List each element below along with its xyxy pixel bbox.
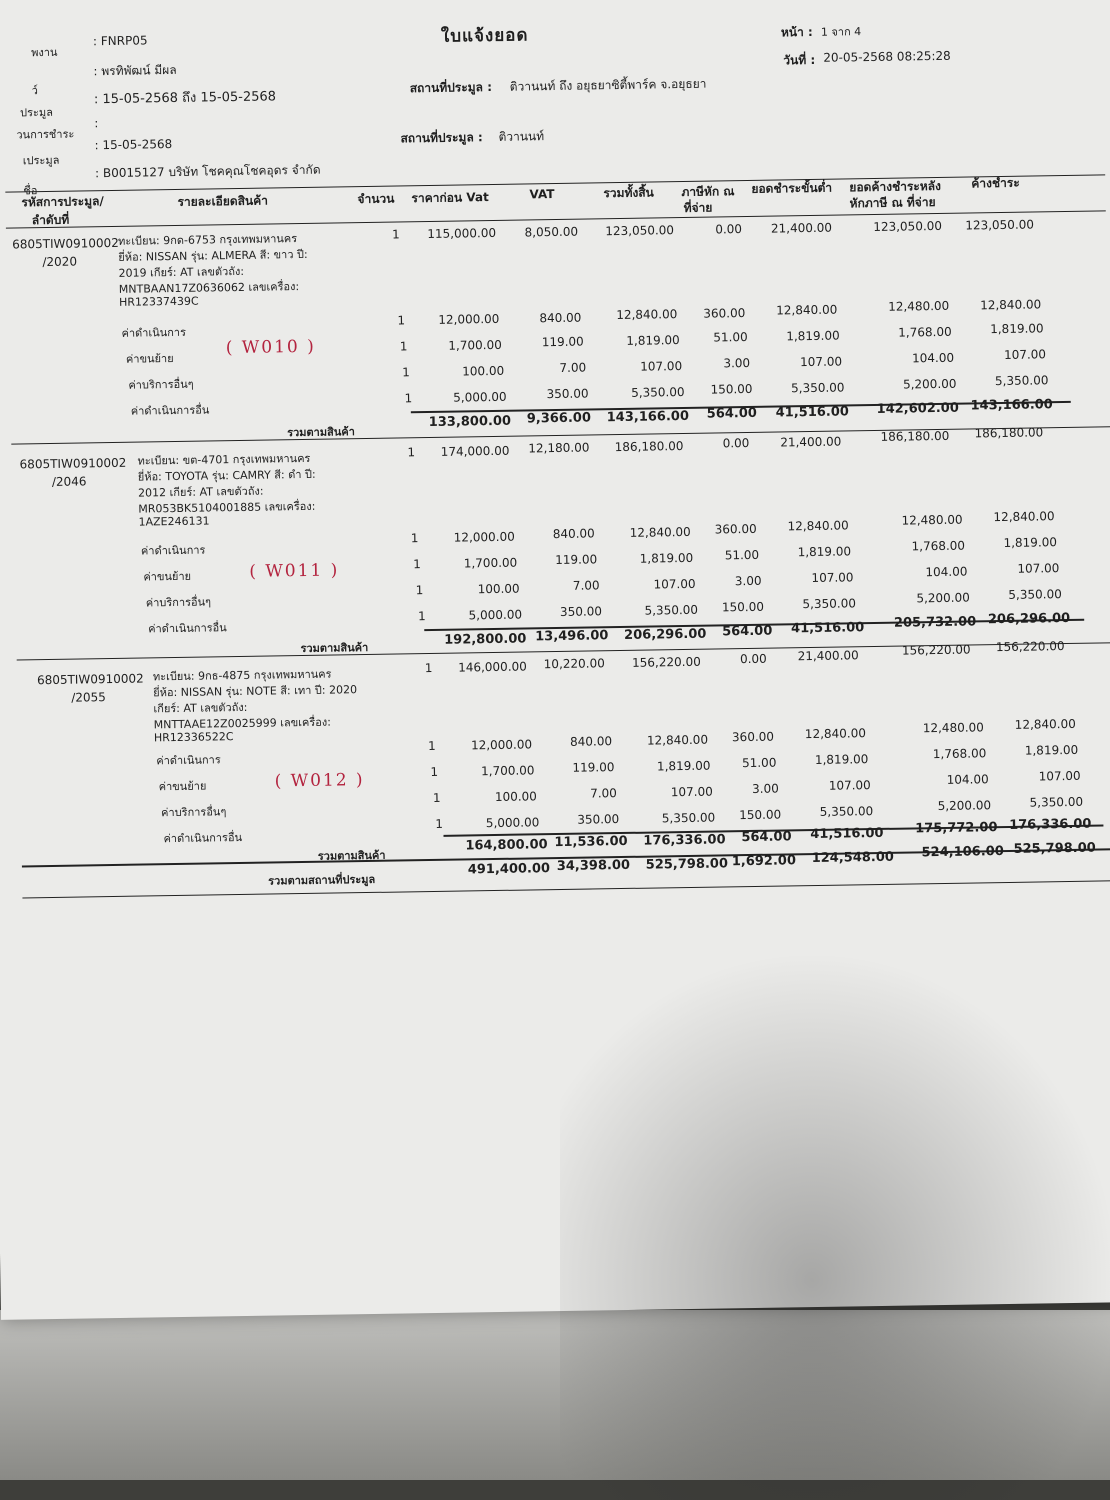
balance: 175,772.00	[915, 820, 998, 837]
side-label: วนการชำระ	[16, 127, 75, 142]
balance: 5,200.00	[916, 590, 970, 606]
min-pay: 5,350.00	[802, 596, 857, 612]
date-range: : 15-05-2568 ถึง 15-05-2568	[93, 89, 277, 108]
qty: 1	[404, 391, 413, 406]
vat: 7.00	[572, 578, 600, 593]
min-pay: 21,400.00	[770, 220, 833, 236]
col-outstanding: ค้างชำระ	[971, 175, 1020, 191]
fee-label: ค่าขนย้าย	[125, 352, 174, 366]
vat: 350.00	[546, 386, 589, 402]
item-desc-line: HR12336522C	[153, 730, 234, 745]
print-date: 20-05-2568 08:25:28	[823, 48, 951, 65]
item-desc-line: MNTBAAN17Z0636062 เลขเครื่อง:	[118, 280, 300, 296]
min-pay: 1,819.00	[814, 752, 869, 767]
col-wht: ภาษีหัก ณ	[681, 184, 735, 200]
col-total: รวมทั้งสิ้น	[603, 185, 654, 201]
total: 5,350.00	[644, 602, 699, 618]
page-number: 1 จาก 4	[820, 25, 862, 39]
pre-vat: 100.00	[494, 789, 538, 805]
item-seq: /2020	[42, 254, 78, 270]
min-pay: 107.00	[811, 570, 854, 586]
min-pay: 12,840.00	[804, 726, 867, 742]
pre-vat: 491,400.00	[467, 861, 551, 878]
fee-label: ค่าดำเนินการอื่น	[163, 830, 243, 846]
fee-label: ค่าดำเนินการ	[121, 325, 187, 340]
vat: 840.00	[539, 310, 582, 326]
wht: 51.00	[713, 329, 748, 345]
wht: 564.00	[706, 405, 758, 422]
total: 156,220.00	[631, 654, 701, 670]
fee-label: ค่าบริการอื่นๆ	[128, 377, 194, 392]
item-desc-line: MNTTAAE12Z0025999 เลขเครื่อง:	[153, 715, 331, 732]
side-label: ประมูล	[19, 105, 53, 120]
pre-vat: 5,000.00	[453, 389, 507, 405]
subtotal-label: รวมตามสินค้า	[287, 425, 355, 440]
qty: 1	[410, 531, 419, 546]
side-label: ว์	[31, 84, 39, 98]
balance: 12,480.00	[922, 720, 984, 736]
date-label: วันที่ :	[783, 52, 816, 68]
col-vat: VAT	[529, 187, 555, 202]
item-seq: /2055	[71, 690, 106, 705]
qty: 1	[415, 583, 424, 598]
min-pay: 124,548.00	[811, 849, 895, 867]
paper-lower-area	[0, 1310, 1110, 1480]
wht: 3.00	[723, 355, 751, 371]
side-label: พงาน	[31, 45, 58, 60]
outstanding: 5,350.00	[994, 373, 1049, 389]
item-desc-line: ยี่ห้อ: TOYOTA รุ่น: CAMRY สี: ดำ ปี:	[137, 467, 316, 484]
balance: 142,602.00	[876, 400, 959, 417]
total: 12,840.00	[646, 732, 709, 748]
wht: 360.00	[703, 306, 746, 321]
col-code: รหัสการประมูล/	[21, 194, 104, 210]
min-pay: 21,400.00	[780, 434, 842, 450]
total: 12,840.00	[616, 307, 678, 323]
payment-method: :	[94, 116, 99, 131]
item-desc-line: ทะเบียน: ขต-4701 กรุงเทพมหานคร	[137, 451, 311, 468]
outstanding: 525,798.00	[1013, 840, 1096, 857]
balance: 5,200.00	[937, 798, 992, 814]
balance: 1,768.00	[932, 746, 987, 762]
vat: 10,220.00	[543, 656, 605, 672]
col-wht-2: ที่จ่าย	[683, 200, 713, 215]
wht: 3.00	[734, 573, 762, 589]
min-pay: 21,400.00	[797, 648, 859, 664]
report-code: : FNRP05	[92, 33, 148, 49]
total: 1,819.00	[639, 550, 694, 566]
total: 206,296.00	[624, 626, 707, 643]
pre-vat: 192,800.00	[444, 631, 527, 648]
balance: 205,732.00	[893, 614, 977, 631]
col-balance: ยอดค้างชำระหลัง	[849, 178, 942, 195]
pre-vat: 5,000.00	[485, 815, 540, 831]
balance: 156,220.00	[901, 642, 971, 658]
vat: 119.00	[555, 552, 598, 568]
customer-name: : B0015127 บริษัท โชคคุณโชคอุดร จำกัด	[94, 162, 321, 181]
qty: 1	[407, 445, 416, 460]
item-desc-line: MR053BK5104001885 เลขเครื่อง:	[138, 499, 316, 516]
fee-label: ค่าดำเนินการ	[156, 753, 221, 768]
handwritten-note: ( W010 )	[225, 336, 316, 359]
total: 12,840.00	[629, 524, 691, 540]
pre-vat: 5,000.00	[468, 607, 523, 623]
qty: 1	[430, 764, 439, 780]
min-pay: 5,350.00	[819, 804, 874, 819]
vat: 8,050.00	[524, 224, 579, 240]
balance: 1,768.00	[911, 538, 966, 554]
balance: 524,106.00	[921, 844, 1004, 861]
min-pay: 41,516.00	[775, 404, 850, 421]
col-balance-2: หักภาษี ณ ที่จ่าย	[849, 195, 936, 211]
wht: 3.00	[751, 781, 779, 796]
fee-label: ค่าดำเนินการอื่น	[130, 403, 210, 418]
min-pay: 41,516.00	[810, 825, 884, 843]
venue-range: ติวานนท์ ถึง อยุธยาซิตี้พาร์ค จ.อยุธยา	[509, 76, 707, 94]
fee-label: ค่าขนย้าย	[143, 569, 192, 584]
balance: 12,480.00	[901, 512, 963, 528]
fee-label: ค่าขนย้าย	[158, 779, 207, 794]
wht: 0.00	[739, 651, 767, 667]
balance: 186,180.00	[880, 428, 950, 444]
wht: 564.00	[741, 829, 792, 846]
total: 107.00	[653, 576, 696, 592]
wht: 1,692.00	[731, 853, 797, 870]
subtotal-label: รวมตามสินค้า	[317, 848, 386, 863]
item-desc-line: ยี่ห้อ: NISSAN รุ่น: ALMERA สี: ขาว ปี:	[118, 247, 308, 264]
outstanding: 1,819.00	[990, 321, 1044, 337]
pre-vat: 1,700.00	[448, 337, 502, 353]
item-desc-line: HR12337439C	[118, 294, 199, 309]
wht: 150.00	[710, 381, 753, 397]
item-desc-line: ทะเบียน: 9กธ-4875 กรุงเทพมหานคร	[152, 667, 332, 684]
outstanding: 123,050.00	[965, 217, 1035, 233]
fee-label: ค่าดำเนินการอื่น	[148, 621, 227, 636]
item-code: 6805TIW0910002	[36, 671, 144, 688]
wht: 0.00	[715, 222, 743, 237]
col-detail: รายละเอียดสินค้า	[177, 193, 269, 209]
outstanding: 12,840.00	[993, 509, 1055, 525]
bottom-rule	[22, 880, 1110, 898]
wht: 0.00	[722, 435, 750, 451]
outstanding: 1,819.00	[1003, 535, 1058, 550]
vat: 12,180.00	[528, 440, 590, 456]
pre-vat: 115,000.00	[427, 225, 497, 242]
pre-vat: 146,000.00	[458, 659, 527, 675]
vat: 9,366.00	[526, 410, 592, 427]
page-label: หน้า :	[780, 24, 813, 40]
min-pay: 5,350.00	[790, 380, 845, 396]
vat: 350.00	[559, 604, 603, 619]
total: 143,166.00	[606, 408, 690, 426]
qty: 1	[413, 557, 421, 572]
qty: 1	[417, 609, 426, 624]
outstanding: 107.00	[1017, 561, 1060, 576]
pre-vat: 12,000.00	[453, 529, 515, 545]
min-pay: 12,840.00	[776, 302, 838, 318]
employee-name: : พรทิพัฒน์ มีผล	[93, 62, 177, 79]
outstanding: 1,819.00	[1024, 742, 1079, 758]
balance: 5,200.00	[902, 376, 957, 392]
auction-date: : 15-05-2568	[94, 137, 173, 153]
vat: 11,536.00	[554, 833, 628, 851]
outstanding: 143,166.00	[970, 397, 1053, 414]
item-desc-line: 2019 เกียร์: AT เลขตัวถัง:	[118, 264, 245, 280]
fee-label: ค่าบริการอื่นๆ	[145, 595, 212, 610]
wht: 150.00	[739, 807, 782, 823]
grand-total-label: รวมตามสถานที่ประมูล	[268, 872, 376, 888]
pre-vat: 174,000.00	[440, 443, 510, 459]
pre-vat: 12,000.00	[470, 737, 533, 753]
min-pay: 1,819.00	[786, 328, 840, 344]
balance: 12,480.00	[888, 298, 950, 314]
pre-vat: 164,800.00	[465, 837, 548, 854]
venue-label-2: สถานที่ประมูล :	[400, 130, 483, 146]
col-qty: จำนวน	[357, 191, 395, 207]
outstanding: 176,336.00	[1009, 816, 1092, 833]
pre-vat: 1,700.00	[463, 555, 518, 571]
outstanding: 156,220.00	[995, 639, 1065, 655]
balance: 104.00	[925, 564, 968, 580]
outstanding: 12,840.00	[1014, 716, 1076, 732]
balance: 104.00	[911, 350, 955, 366]
qty: 1	[427, 738, 436, 754]
total: 186,180.00	[614, 439, 684, 455]
wht: 360.00	[731, 729, 775, 745]
total: 123,050.00	[605, 223, 675, 239]
total: 1,819.00	[656, 758, 711, 774]
vat: 13,496.00	[535, 628, 609, 645]
total: 107.00	[670, 784, 713, 800]
venue-label: สถานที่ประมูล :	[409, 79, 493, 96]
pre-vat: 12,000.00	[438, 311, 500, 327]
min-pay: 12,840.00	[787, 518, 849, 534]
qty: 1	[391, 227, 400, 242]
document-title: ใบแจ้งยอด	[440, 25, 529, 47]
subtotal-label: รวมตามสินค้า	[300, 640, 369, 656]
total: 5,350.00	[631, 384, 685, 400]
item-desc-line: 1AZE246131	[138, 514, 210, 529]
min-pay: 41,516.00	[790, 620, 865, 637]
vat: 34,398.00	[556, 857, 631, 875]
handwritten-note: ( W011 )	[249, 560, 340, 582]
balance: 104.00	[946, 772, 989, 787]
vat: 7.00	[559, 360, 587, 375]
total: 525,798.00	[645, 856, 729, 873]
qty: 1	[432, 790, 441, 805]
outstanding: 107.00	[1038, 768, 1081, 784]
vat: 840.00	[552, 526, 595, 542]
outstanding: 206,296.00	[987, 610, 1071, 628]
pre-vat: 100.00	[462, 363, 505, 379]
min-pay: 107.00	[828, 778, 871, 793]
qty: 1	[397, 313, 406, 328]
qty: 1	[435, 816, 444, 831]
col-pre-vat: ราคาก่อน Vat	[411, 190, 489, 206]
vat: 840.00	[569, 734, 613, 749]
col-code-2: ลำดับที่	[31, 212, 70, 228]
handwritten-note: ( W012 )	[274, 770, 365, 792]
item-desc-line: เกียร์: AT เลขตัวถัง:	[153, 700, 248, 716]
outstanding: 5,350.00	[1029, 794, 1084, 810]
wht: 51.00	[724, 547, 760, 563]
outstanding: 12,840.00	[980, 297, 1042, 313]
fee-label: ค่าดำเนินการ	[140, 543, 206, 558]
item-desc-line: ทะเบียน: 9กด-6753 กรุงเทพมหานคร	[118, 232, 298, 248]
pre-vat: 1,700.00	[480, 763, 535, 779]
venue: ติวานนท์	[498, 129, 545, 144]
pre-vat: 100.00	[477, 581, 520, 597]
wht: 360.00	[714, 521, 757, 537]
total: 1,819.00	[626, 333, 680, 348]
item-code: 6805TIW0910002	[19, 455, 127, 472]
total: 107.00	[640, 359, 683, 374]
col-min-pay: ยอดชำระขั้นต่ำ	[751, 180, 833, 196]
wht: 150.00	[721, 599, 765, 615]
total: 176,336.00	[643, 832, 726, 849]
wht: 564.00	[722, 623, 773, 640]
item-desc-line: ยี่ห้อ: NISSAN รุ่น: NOTE สี: เทา ปี: 2020	[153, 683, 358, 700]
min-pay: 1,819.00	[797, 544, 852, 560]
vat: 119.00	[572, 760, 615, 775]
outstanding: 186,180.00	[974, 425, 1044, 441]
qty: 1	[399, 339, 408, 354]
item-seq: /2046	[51, 474, 87, 489]
balance: 1,768.00	[898, 324, 952, 340]
item-code: 6805TIW0910002	[12, 235, 119, 252]
vat: 119.00	[541, 334, 584, 350]
side-label: ชื่อ	[23, 184, 38, 198]
min-pay: 107.00	[799, 354, 843, 370]
wht: 51.00	[741, 755, 777, 771]
outstanding: 107.00	[1003, 347, 1047, 362]
vat: 7.00	[590, 786, 617, 801]
fee-label: ค่าบริการอื่นๆ	[161, 805, 227, 820]
pre-vat: 133,800.00	[428, 413, 512, 431]
balance: 123,050.00	[873, 218, 943, 234]
outstanding: 5,350.00	[1008, 587, 1062, 602]
total: 5,350.00	[661, 810, 716, 826]
side-label: เประมูล	[22, 153, 60, 168]
qty: 1	[402, 365, 410, 380]
qty: 1	[424, 660, 433, 676]
item-desc-line: 2012 เกียร์: AT เลขตัวถัง:	[137, 484, 264, 500]
vat: 350.00	[577, 812, 620, 827]
